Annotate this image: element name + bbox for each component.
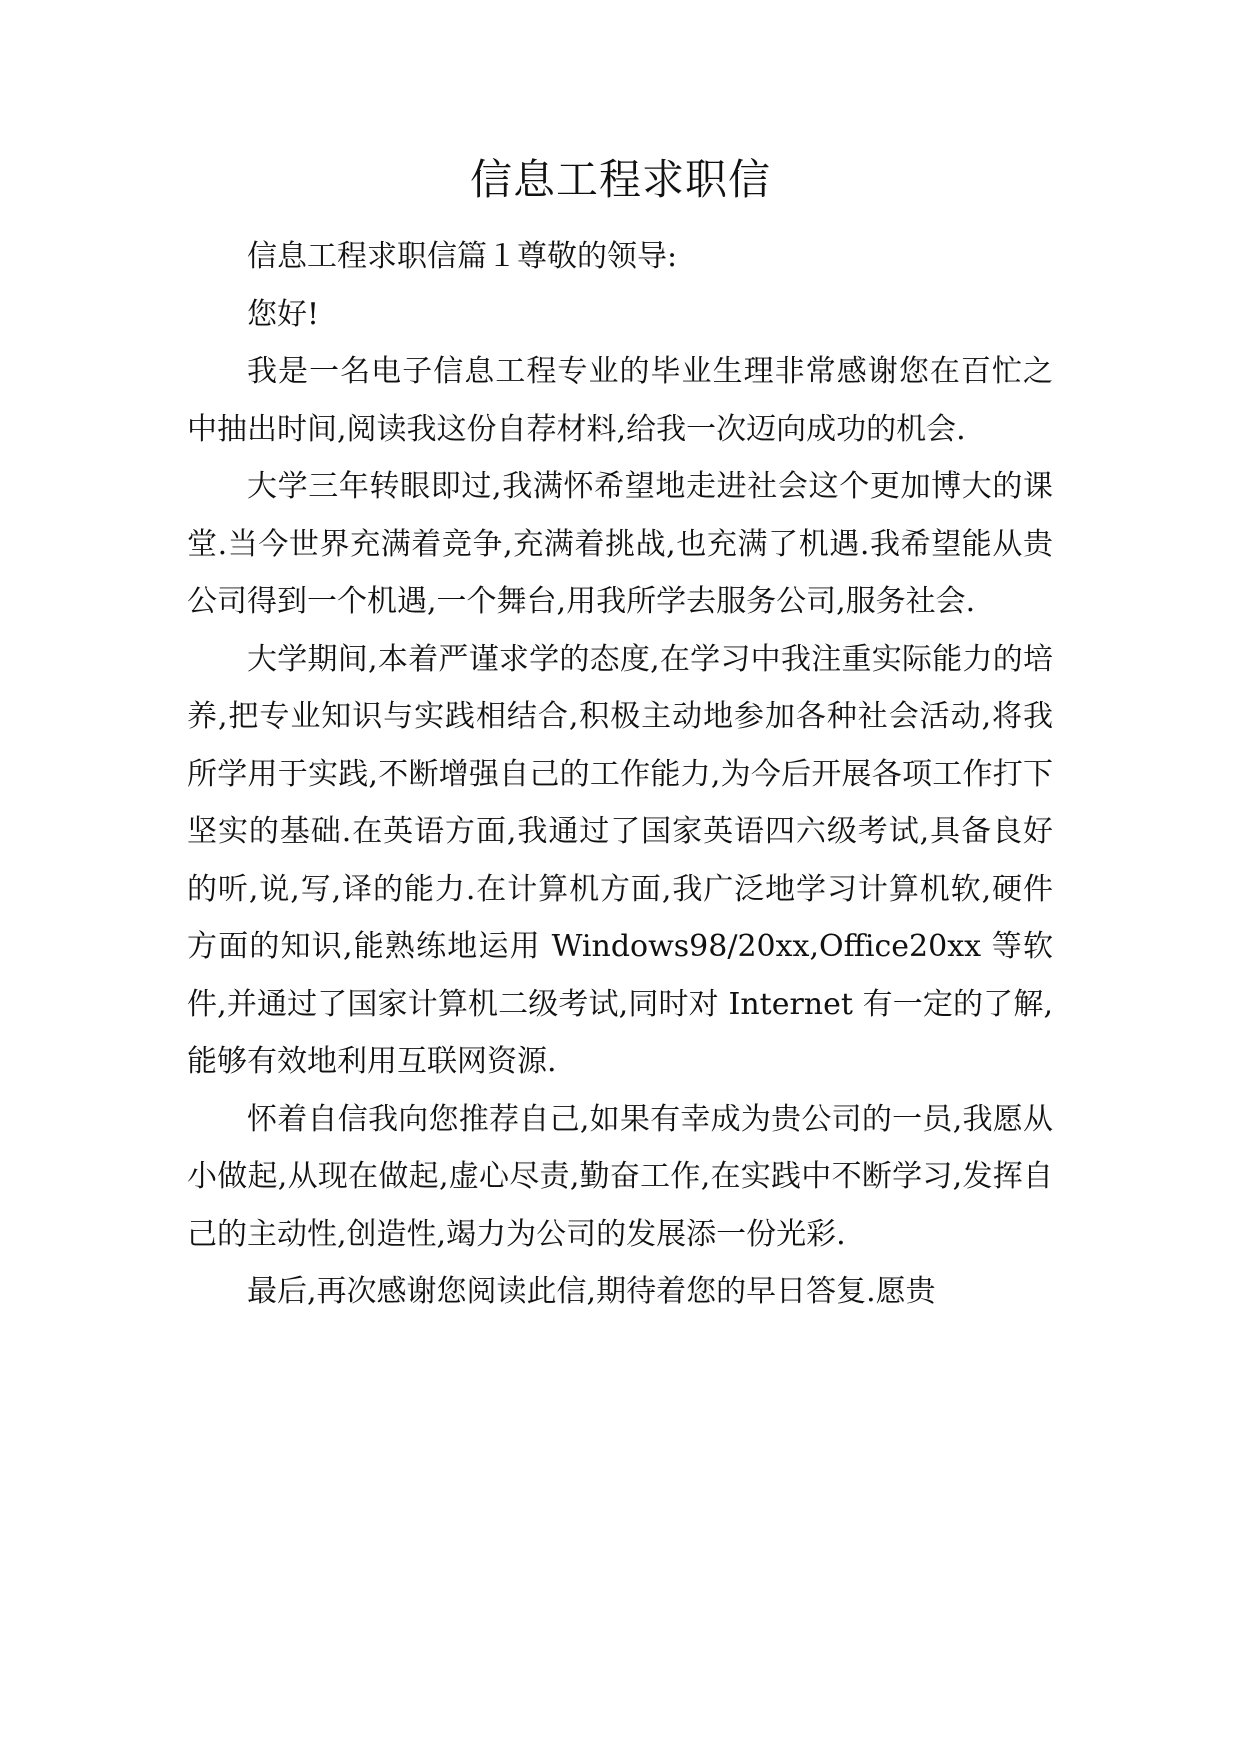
paragraph-salutation: 您好!	[247, 296, 320, 332]
paragraph-commitment: 怀着自信我向您推荐自己,如果有幸成为贵公司的一员,我愿从小做起,从现在做起,虚心尽责,勤奋工作,在实践中不断学习,发挥自己的主动性,创造性,竭力为公司的发展添一份光彩.	[187, 1101, 1053, 1252]
paragraph-introduction: 我是一名电子信息工程专业的毕业生理非常感谢您在百忙之中抽出时间,阅读我这份自荐材料,给我一次迈向成功的机会.	[187, 354, 1053, 447]
paragraph-motivation: 大学三年转眼即过,我满怀希望地走进社会这个更加博大的课堂.当今世界充满着竞争,充满着挑战,也充满了机遇.我希望能从贵公司得到一个机遇,一个舞台,用我所学去服务公司,服务社会.	[187, 469, 1053, 619]
document-title: 信息工程求职信	[469, 155, 771, 204]
paragraph-closing: 最后,再次感谢您阅读此信,期待着您的早日答复.愿贵	[247, 1274, 936, 1309]
paragraph-skills: 大学期间,本着严谨求学的态度,在学习中我注重实际能力的培养,把专业知识与实践相结合,积极主动地参加各种社会活动,将我所学用于实践,不断增强自己的工作能力,为今后开展各项工作打下坚实的基础.在英语方面,我通过了国家英语四六级考试,具备良好的听,说,写,译的能力.在计算机方面,我广泛地学习计算机软,硬件方面的知识,能熟练地运用 Windows98/20xx,Office20xx 等软件,并通过了国家计算机二级考试,同时对 Internet 有一定的了解,能够有效地利用互联网资源.	[187, 641, 1053, 1079]
paragraph-greeting: 信息工程求职信篇１尊敬的领导:	[247, 239, 678, 274]
document-body	[187, 228, 1053, 1321]
